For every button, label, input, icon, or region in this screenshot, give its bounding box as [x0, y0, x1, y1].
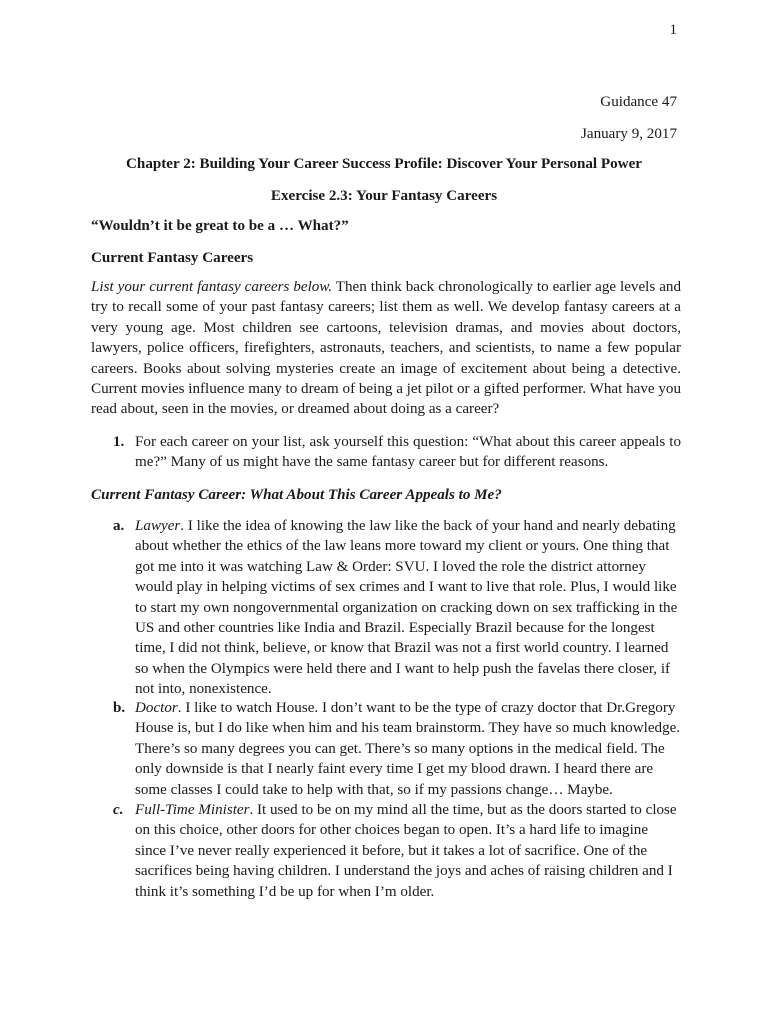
career-item-minister	[135, 800, 681, 902]
section-heading: Current Fantasy Careers	[91, 250, 254, 266]
career-text: . I like to watch House. I don’t want to be the type of crazy doctor that Dr.Gregory House is, but I do like when him and his team brainstorm. They have so much knowledge. There’s so many degrees you can get. There’s so many options in the medical field. The only downside is that I nearly faint every time I get my blood drawn. I heard there are some classes I could take to help with that, so if my passions change… Maybe.	[135, 700, 681, 798]
career-item-lawyer	[135, 516, 681, 700]
numbered-item: For each career on your list, ask yourself this question: “What about this career appeals to me?” Many of us might have the same fantasy career but for different reasons.	[135, 434, 681, 471]
career-marker-c: c.	[113, 802, 124, 818]
chapter-title: Chapter 2: Building Your Career Success Profile: Discover Your Personal Power	[126, 156, 642, 172]
header-guidance: Guidance 47	[600, 94, 677, 110]
career-text: . It used to be on my mind all the time, but as the doors started to close on this choice, other doors for other choices began to open. It’s a hard life to imagine since I’ve never really experienced it before, but it takes a lot of sacrifice. One of the sacrifices being having children. I understand the joys and aches of raising children and I think it’s something I’d be up for when I’m older.	[135, 802, 677, 900]
exercise-title: Exercise 2.3: Your Fantasy Careers	[270, 188, 498, 204]
intro-lead: List your current fantasy careers below.	[91, 279, 333, 295]
header-date: January 9, 2017	[581, 126, 677, 142]
career-name: Doctor	[135, 700, 178, 716]
numbered-marker: 1.	[113, 434, 125, 450]
intro-paragraph	[91, 277, 681, 420]
career-text: . I like the idea of knowing the law like the back of your hand and nearly debating about whether the ethics of the law leans more toward my client or yours. One thing that got me into it was watching Law & Order: SVU. I loved the role the district attorney would play in helping victims of sex crimes and I want to live that role. Plus, I would like to start my own nongovernmental organization on cracking down on sex trafficking in the US and other countries like India and Brazil. Especially Brazil because for the longest time, I did not think, believe, or know that Brazil was not a first world country. I learned so when the Olympics were held there and I want to help push the favelas there closer, if not into, nonexistence.	[135, 518, 678, 698]
career-item-doctor	[135, 698, 681, 800]
career-name: Lawyer	[135, 518, 181, 534]
intro-body: Then think back chronologically to earlier age levels and try to recall some of your past fantasy careers; list them as well. We develop fantasy careers at a very young age. Most children see cartoons, television dramas, and movies about doctors, lawyers, police officers, firefighters, astronauts, teachers, and scientists, to name a few popular careers. Books about solving mysteries create an image of excitement about being a detective. Current movies influence many to dream of being a jet pilot or a gifted performer. What have you read about, seen in the movies, or dreamed about doing as a career?	[91, 279, 682, 418]
quote-heading: “Wouldn’t it be great to be a … What?”	[91, 218, 349, 234]
career-marker-a: a.	[113, 518, 125, 534]
career-marker-b: b.	[113, 700, 126, 716]
career-name: Full-Time Minister	[135, 802, 250, 818]
career-table-heading: Current Fantasy Career: What About This Career Appeals to Me?	[91, 487, 502, 503]
page-number: 1	[669, 22, 677, 38]
